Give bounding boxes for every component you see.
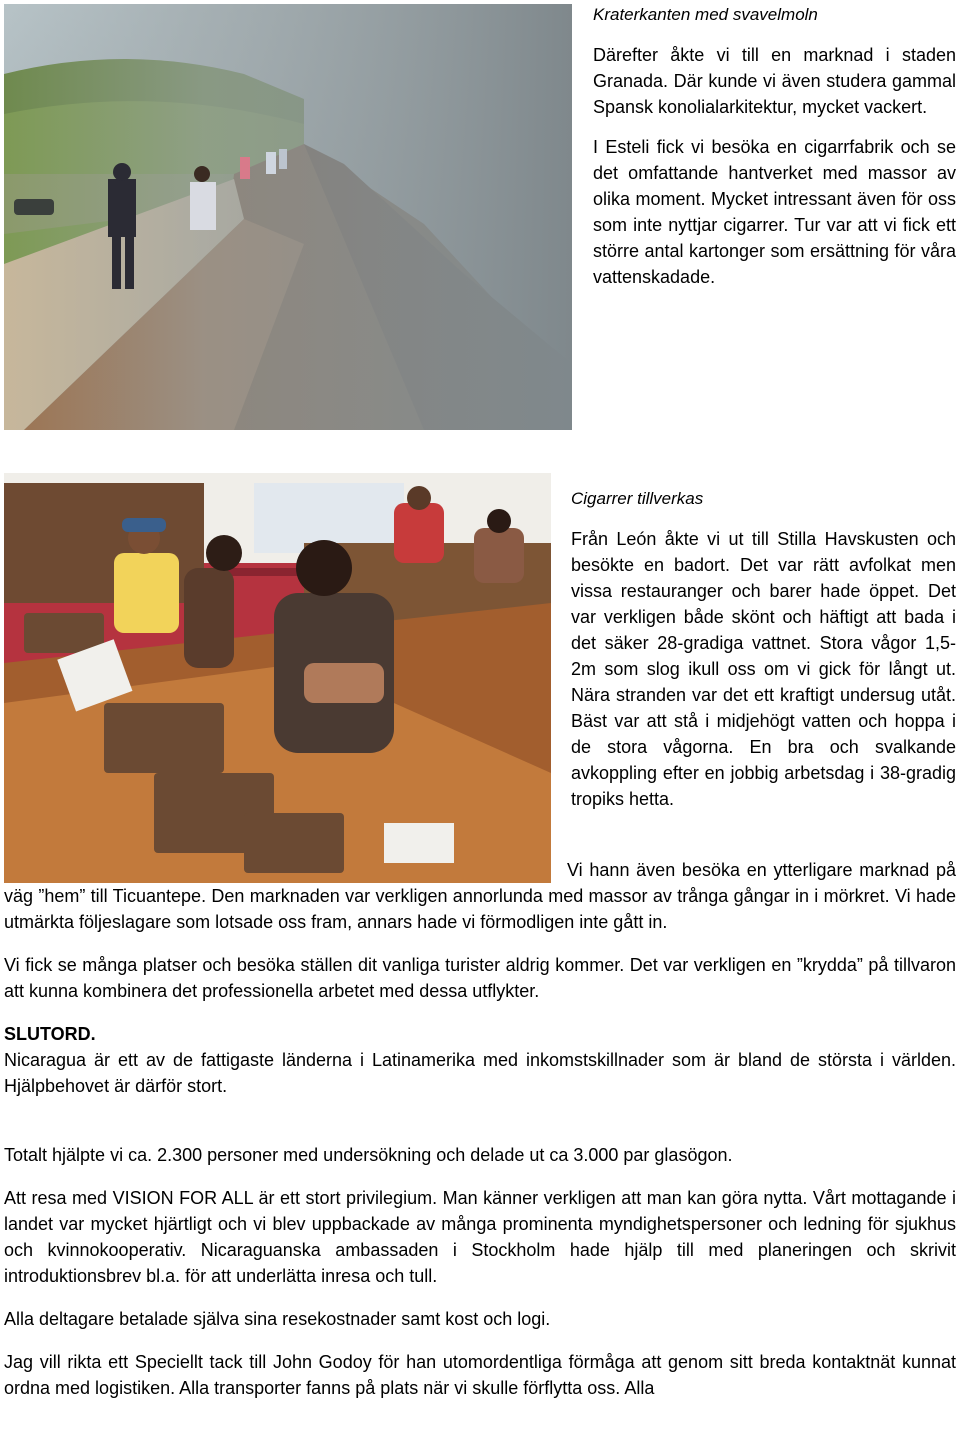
crater-rim-photo [4,4,572,430]
text-column-upper [593,2,956,304]
text-column-middle [571,486,956,826]
photo-float-spacer [4,857,567,883]
paragraph-ticuantepe [4,857,956,935]
photo-caption-cigars: Cigarrer tillverkas [571,489,704,508]
paragraph-leon: Från León åkte vi ut till Stilla Havskusten och besökte en badort. Det var rätt avfolkat men vissa restauranger och barer hade öppet. Det var verkligen både skönt och häftigt att bada i det säker 28-gradiga vattnet. Stora vågor 1,5-2m som slog ikull oss om vi gick för långt ut. Nära stranden var det ett kraftigt undersug utåt. Bäst var att stå i midjehögt vatten och hoppa i de stora vågorna. En bra och svalkande avkoppling efter en jobbig arbetsdag i 38-gradig tropiks hetta. [571,529,956,809]
photo-caption-crater: Kraterkanten med svavelmoln [593,5,818,24]
paragraph-total: Totalt hjälpte vi ca. 2.300 personer med undersökning och delade ut ca 3.000 par glasögon. [4,1145,733,1165]
paragraph-places: Vi fick se många platser och besöka ställen dit vanliga turister aldrig kommer. Det var verkligen en ”krydda” på tillvaron att kunna kombinera det professionella arbetet med dessa utflykter. [4,955,956,1001]
cigar-factory-photo [4,473,551,883]
crater-rim-image [4,4,572,430]
paragraph-granada: Därefter åkte vi till en marknad i staden Granada. Där kunde vi även studera gammal Spansk konolialarkitektur, mycket vackert. [593,45,956,117]
full-width-text [4,857,956,1418]
paragraph-esteli: I Esteli fick vi besöka en cigarrfabrik och se det omfattande hantverket med massor av olika moment. Mycket intressant även för oss som inte nyttjar cigarrer. Tur var att vi fick ett större antal kartonger som ersättning för våra vattenskadade. [593,137,956,287]
conclusion-block [4,1021,956,1099]
paragraph-ticuantepe-text: Vi hann även besöka en ytterligare marknad på väg ”hem” till Ticuantepe. Den marknaden var verkligen annorlunda med massor av trånga gångar in i mörkret. Vi hade utmärkta följeslagare som lotsade oss fram, annars hade vi förmodligen inte gått in. [4,860,956,932]
paragraph-thanks: Jag vill rikta ett Speciellt tack till John Godoy för han utomordentliga förmåga att genom sitt breda kontaktnät kunnat ordna med logistiken. Alla transporter fanns på plats när vi skulle förflytta oss. Alla [4,1352,956,1398]
paragraph-vision: Att resa med VISION FOR ALL är ett stort privilegium. Man känner verkligen att man kan göra nytta. Vårt mottagande i landet var mycket hjärtligt och vi blev uppbackade av många prominenta myndighetspersoner och ledning för sjukhus och kvinnokooperativ. Nicaraguanska ambassaden i Stockholm hade hjälp till med planeringen och skrivit introduktionsbrev bl.a. för att underlätta inresa och tull. [4,1188,956,1286]
cigar-factory-image [4,473,551,883]
conclusion-heading: SLUTORD. [4,1024,96,1044]
paragraph-costs: Alla deltagare betalade själva sina resekostnader samt kost och logi. [4,1309,551,1329]
paragraph-nicaragua: Nicaragua är ett av de fattigaste länderna i Latinamerika med inkomstskillnader som är bland de största i världen. Hjälpbehovet är därför stort. [4,1050,956,1096]
